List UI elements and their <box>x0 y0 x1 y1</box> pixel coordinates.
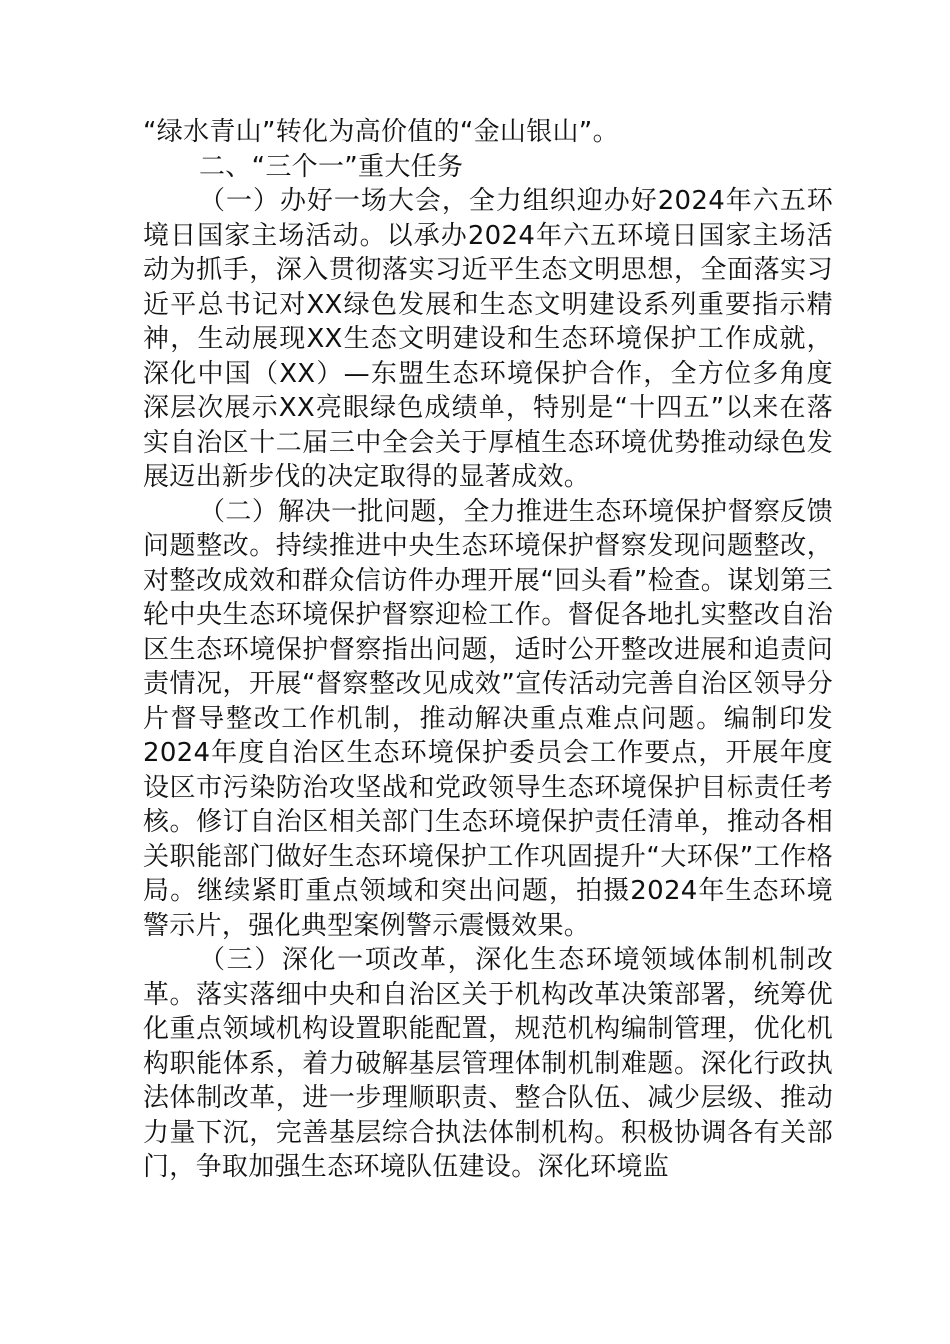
paragraph-task-1: （一）办好一场大会，全力组织迎办好2024年六五环境日国家主场活动。以承办2024年六五环境日国家主场活动为抓手，深入贯彻落实习近平生态文明思想，全面落实习近平总书记对XX绿色发展和生态文明建设系列重要指示精神，生动展现XX生态文明建设和生态环境保护工作成就，深化中国（XX）—东盟生态环境保护合作，全方位多角度深层次展示XX亮眼绿色成绩单，特别是“十四五”以来在落实自治区十二届三中全会关于厚植生态环境优势推动绿色发展迈出新步伐的决定取得的显著成效。 <box>143 186 833 492</box>
document-body <box>143 115 833 1185</box>
section-heading: 二、“三个一”重大任务 <box>199 151 464 182</box>
paragraph-task-3: （三）深化一项改革，深化生态环境领域体制机制改革。落实落细中央和自治区关于机构改革决策部署，统筹优化重点领域机构设置职能配置，规范机构编制管理，优化机构职能体系，着力破解基层管理体制机制难题。深化行政执法体制改革，进一步理顺职责、整合队伍、减少层级、推动力量下沉，完善基层综合执法体制机构。积极协调各有关部门，争取加强生态环境队伍建设。深化环境监 <box>143 945 833 1182</box>
paragraph-continuation: “绿水青山”转化为高价值的“金山银山”。 <box>143 117 619 147</box>
paragraph-task-2: （二）解决一批问题，全力推进生态环境保护督察反馈问题整改。持续推进中央生态环境保护督察发现问题整改，对整改成效和群众信访件办理开展“回头看”检查。谋划第三轮中央生态环境保护督察迎检工作。督促各地扎实整改自治区生态环境保护督察指出问题，适时公开整改进展和追责问责情况，开展“督察整改见成效”宣传活动完善自治区领导分片督导整改工作机制，推动解决重点难点问题。编制印发2024年度自治区生态环境保护委员会工作要点，开展年度设区市污染防治攻坚战和党政领导生态环境保护目标责任考核。修订自治区相关部门生态环境保护责任清单，推动各相关职能部门做好生态环境保护工作巩固提升“大环保”工作格局。继续紧盯重点领域和突出问题，拍摄2024年生态环境警示片，强化典型案例警示震慑效果。 <box>143 496 833 941</box>
